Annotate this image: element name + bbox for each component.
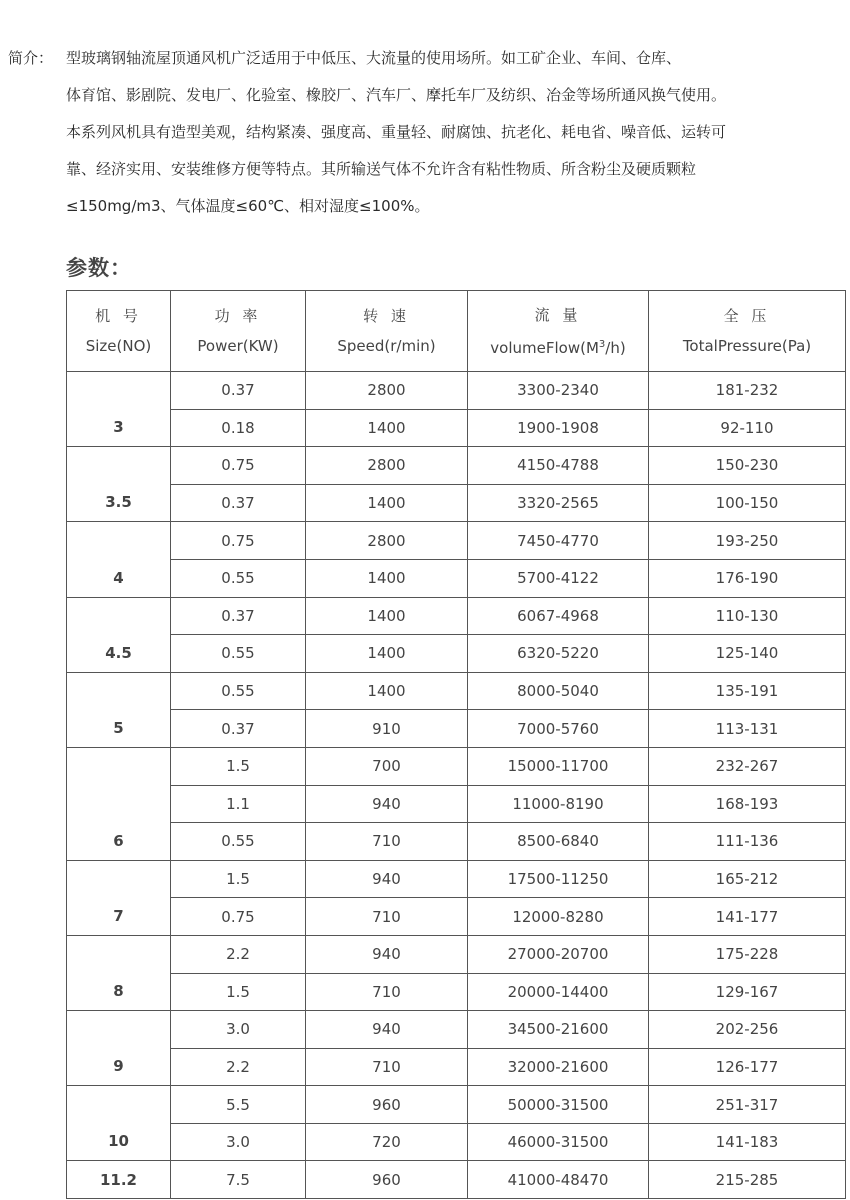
pressure-cell: 125-140 (649, 635, 846, 673)
flow-cell: 3300-2340 (468, 372, 649, 410)
pressure-cell: 126-177 (649, 1048, 846, 1086)
flow-cell: 5700-4122 (468, 559, 649, 597)
size-cell: 11.2 (67, 1161, 171, 1199)
table-row (67, 635, 846, 673)
speed-cell: 710 (306, 973, 468, 1011)
spec-table (66, 290, 846, 1199)
size-cell: 3 (67, 372, 171, 447)
flow-cell: 17500-11250 (468, 860, 649, 898)
flow-cell: 50000-31500 (468, 1086, 649, 1124)
pressure-cell: 193-250 (649, 522, 846, 560)
pressure-cell: 113-131 (649, 710, 846, 748)
table-row (67, 935, 846, 973)
flow-cell: 1900-1908 (468, 409, 649, 447)
pressure-cell: 141-183 (649, 1123, 846, 1161)
power-cell: 3.0 (171, 1011, 306, 1049)
size-cell: 10 (67, 1086, 171, 1161)
pressure-cell: 181-232 (649, 372, 846, 410)
power-cell: 3.0 (171, 1123, 306, 1161)
pressure-cell: 165-212 (649, 860, 846, 898)
flow-cell: 6067-4968 (468, 597, 649, 635)
table-row (67, 447, 846, 485)
pressure-cell: 215-285 (649, 1161, 846, 1199)
header-speed: 转 速 Speed(r/min) (306, 291, 468, 372)
power-cell: 0.75 (171, 522, 306, 560)
power-cell: 0.55 (171, 823, 306, 861)
intro-paragraph (8, 40, 844, 225)
speed-cell: 1400 (306, 672, 468, 710)
header-pressure: 全 压 TotalPressure(Pa) (649, 291, 846, 372)
intro-line-3: 本系列风机具有造型美观，结构紧凑、强度高、重量轻、耐腐蚀、抗老化、耗电省、噪音低、运转可 (66, 123, 727, 141)
pressure-cell: 251-317 (649, 1086, 846, 1124)
flow-cell: 3320-2565 (468, 484, 649, 522)
power-cell: 0.37 (171, 597, 306, 635)
power-cell: 1.5 (171, 747, 306, 785)
speed-cell: 1400 (306, 635, 468, 673)
power-cell: 0.18 (171, 409, 306, 447)
speed-cell: 910 (306, 710, 468, 748)
power-cell: 0.75 (171, 898, 306, 936)
table-row (67, 672, 846, 710)
size-cell: 6 (67, 747, 171, 860)
size-cell: 4.5 (67, 597, 171, 672)
power-cell: 0.55 (171, 559, 306, 597)
speed-cell: 1400 (306, 597, 468, 635)
power-cell: 2.2 (171, 1048, 306, 1086)
header-flow: 流 量 $volumeFlow(M^3/h)$ (468, 291, 649, 372)
flow-cell: 34500-21600 (468, 1011, 649, 1049)
speed-cell: 940 (306, 935, 468, 973)
table-row (67, 1048, 846, 1086)
flow-cell: 7000-5760 (468, 710, 649, 748)
pressure-cell: 176-190 (649, 559, 846, 597)
size-cell: 5 (67, 672, 171, 747)
speed-cell: 700 (306, 747, 468, 785)
size-cell: 4 (67, 522, 171, 597)
spec-table-body (67, 372, 846, 1199)
table-row (67, 1123, 846, 1161)
pressure-cell: 141-177 (649, 898, 846, 936)
table-row (67, 597, 846, 635)
speed-cell: 2800 (306, 447, 468, 485)
speed-cell: 2800 (306, 522, 468, 560)
power-cell: 0.55 (171, 672, 306, 710)
pressure-cell: 150-230 (649, 447, 846, 485)
speed-cell: 1400 (306, 409, 468, 447)
table-row (67, 710, 846, 748)
pressure-cell: 92-110 (649, 409, 846, 447)
power-cell: 0.37 (171, 710, 306, 748)
speed-cell: 960 (306, 1086, 468, 1124)
table-row (67, 522, 846, 560)
size-cell: 8 (67, 935, 171, 1010)
power-cell: 7.5 (171, 1161, 306, 1199)
flow-cell: 8000-5040 (468, 672, 649, 710)
flow-cell: 11000-8190 (468, 785, 649, 823)
flow-cell: 15000-11700 (468, 747, 649, 785)
table-row (67, 1161, 846, 1199)
speed-cell: 1400 (306, 559, 468, 597)
pressure-cell: 175-228 (649, 935, 846, 973)
flow-cell: 41000-48470 (468, 1161, 649, 1199)
pressure-cell: 100-150 (649, 484, 846, 522)
table-row (67, 372, 846, 410)
pressure-cell: 110-130 (649, 597, 846, 635)
table-header-row (67, 291, 846, 372)
flow-cell: 46000-31500 (468, 1123, 649, 1161)
header-power: 功 率 Power(KW) (171, 291, 306, 372)
flow-cell: 4150-4788 (468, 447, 649, 485)
table-row (67, 785, 846, 823)
size-cell: 7 (67, 860, 171, 935)
speed-cell: 960 (306, 1161, 468, 1199)
intro-line-1: 简介： 型玻璃钢轴流屋顶通风机广泛适用于中低压、大流量的使用场所。如工矿企业、车间、仓库、 (8, 40, 844, 77)
size-cell: 9 (67, 1011, 171, 1086)
speed-cell: 710 (306, 823, 468, 861)
flow-cell: 8500-6840 (468, 823, 649, 861)
pressure-cell: 111-136 (649, 823, 846, 861)
power-cell: 1.5 (171, 973, 306, 1011)
pressure-cell: 168-193 (649, 785, 846, 823)
speed-cell: 940 (306, 785, 468, 823)
power-cell: 1.1 (171, 785, 306, 823)
pressure-cell: 232-267 (649, 747, 846, 785)
table-row (67, 409, 846, 447)
table-row (67, 1086, 846, 1124)
power-cell: 0.75 (171, 447, 306, 485)
table-row (67, 823, 846, 861)
power-cell: 5.5 (171, 1086, 306, 1124)
pressure-cell: 129-167 (649, 973, 846, 1011)
flow-cell: 6320-5220 (468, 635, 649, 673)
power-cell: 0.37 (171, 484, 306, 522)
speed-cell: 940 (306, 860, 468, 898)
intro-line-4: 靠、经济实用、安装维修方便等特点。其所输送气体不允许含有粘性物质、所含粉尘及硬质颗粒 (66, 160, 697, 178)
flow-cell: 12000-8280 (468, 898, 649, 936)
intro-line-5: ≤150mg/m3、气体温度≤60℃、相对湿度≤100%。 (66, 197, 430, 215)
table-row (67, 559, 846, 597)
flow-cell: 32000-21600 (468, 1048, 649, 1086)
speed-cell: 710 (306, 898, 468, 936)
flow-cell: 27000-20700 (468, 935, 649, 973)
power-cell: 2.2 (171, 935, 306, 973)
table-row (67, 973, 846, 1011)
table-row (67, 484, 846, 522)
header-size: 机 号 Size(NO) (67, 291, 171, 372)
intro-label: 简介： (8, 49, 54, 67)
table-row (67, 860, 846, 898)
speed-cell: 720 (306, 1123, 468, 1161)
flow-cell: 7450-4770 (468, 522, 649, 560)
speed-cell: 710 (306, 1048, 468, 1086)
size-cell: 3.5 (67, 447, 171, 522)
pressure-cell: 202-256 (649, 1011, 846, 1049)
table-row (67, 1011, 846, 1049)
power-cell: 0.55 (171, 635, 306, 673)
intro-line-2: 体育馆、影剧院、发电厂、化验室、橡胶厂、汽车厂、摩托车厂及纺织、冶金等场所通风换气使用。 (66, 86, 727, 104)
table-row (67, 747, 846, 785)
params-title: 参数： (66, 256, 132, 280)
power-cell: 1.5 (171, 860, 306, 898)
power-cell: 0.37 (171, 372, 306, 410)
flow-cell: 20000-14400 (468, 973, 649, 1011)
speed-cell: 1400 (306, 484, 468, 522)
speed-cell: 2800 (306, 372, 468, 410)
table-row (67, 898, 846, 936)
speed-cell: 940 (306, 1011, 468, 1049)
pressure-cell: 135-191 (649, 672, 846, 710)
